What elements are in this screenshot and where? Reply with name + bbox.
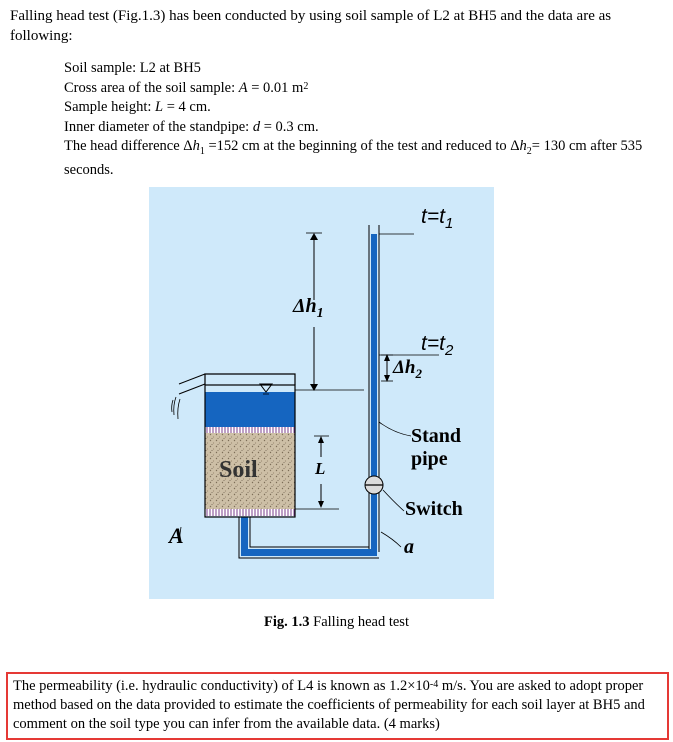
- sample-height-line: Sample height: L = 4 cm.: [64, 99, 211, 115]
- question-box: The permeability (i.e. hydraulic conductivity) of L4 is known as $1.2\times 10^{-4}$ m/s. You are asked to adopt proper method based on the data provided to estimate the coefficients of permeability for each soil layer at BH5 and comment on the soil type you can infer from the available data. (4 marks): [6, 672, 669, 740]
- intro-paragraph: Falling head test (Fig.1.3) has been conducted by using soil sample of L2 at BH5 and the data are as following:: [10, 8, 612, 44]
- falling-head-figure: [149, 187, 494, 599]
- label-dh1: $\Delta h_1$: [293, 295, 324, 321]
- test-data-list: [64, 59, 664, 181]
- figure-caption: Fig. 1.3 Falling head test: [264, 614, 409, 630]
- label-A: A: [169, 523, 184, 548]
- label-switch: Switch: [405, 498, 463, 520]
- falling-head-diagram: [149, 187, 494, 599]
- container-water: [205, 392, 295, 427]
- label-t1: $t=t_1$: [421, 205, 454, 233]
- porous-stone-top: [205, 427, 295, 433]
- head-difference-line: The head difference $\Delta h_1 =152$ cm at the beginning of the test and reduced to $\Delta h_2= 130$ cm after 535 seconds.: [64, 138, 643, 179]
- label-stand-pipe: Stand pipe: [411, 425, 462, 470]
- label-a: a: [404, 536, 414, 558]
- label-L: L: [315, 459, 326, 478]
- standpipe-diameter-line: Inner diameter of the standpipe: d = 0.3 cm.: [64, 118, 319, 135]
- label-t2: $t=t_2$: [421, 332, 454, 360]
- connecting-pipe-water: [241, 549, 377, 556]
- standpipe-water: [371, 234, 377, 552]
- cross-area-line: Cross area of the soil sample: A = 0.01 $m^2$: [64, 79, 309, 96]
- porous-stone-bottom: [205, 509, 295, 516]
- soil-sample-line: Soil sample: L2 at BH5: [64, 60, 201, 76]
- label-dh2: $\Delta h_2$: [393, 357, 422, 381]
- label-soil: Soil: [219, 457, 258, 483]
